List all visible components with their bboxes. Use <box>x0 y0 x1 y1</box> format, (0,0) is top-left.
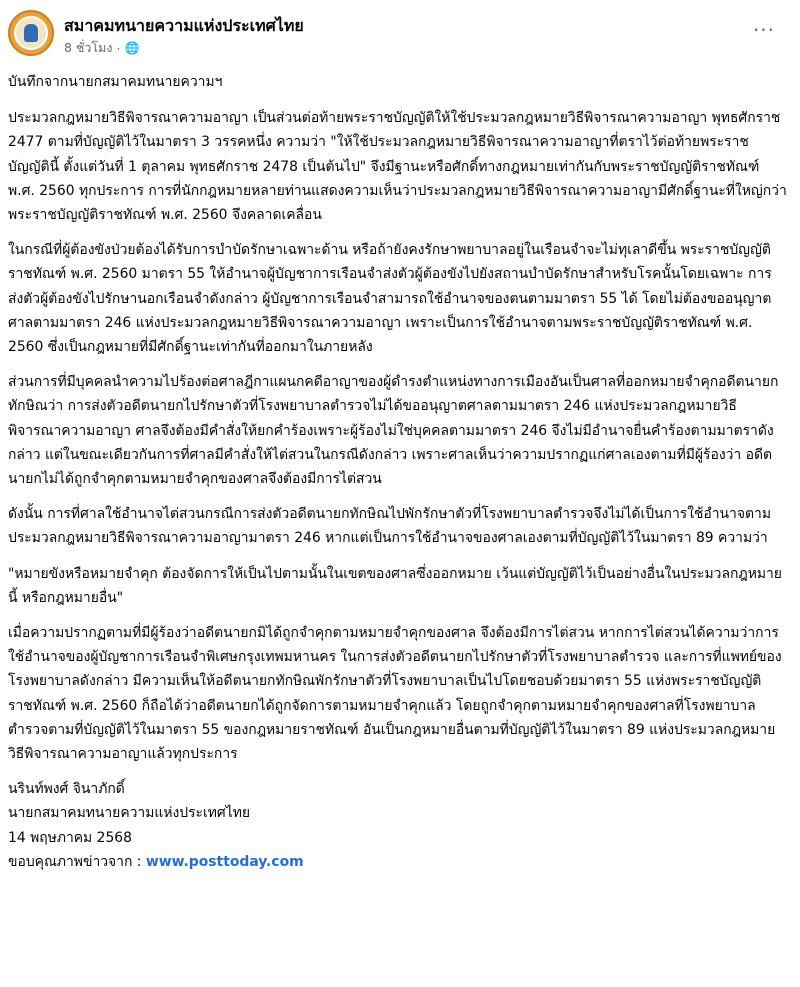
more-options-button[interactable]: ··· <box>752 18 776 42</box>
meta-separator: · <box>116 40 121 56</box>
post-quote: "หมายขังหรือหมายจำคุก ต้องจัดการให้เป็นไปตามนั้นในเขตของศาลซึ่งออกหมาย เว้นแต่บัญญัติไว้เป็นอย่างอื่นในประมวลกฎหมายนี้ หรือกฎหมายอื่น" <box>8 565 782 606</box>
post-meta <box>64 38 139 58</box>
post-timestamp[interactable]: 8 ชั่วโมง <box>64 40 113 55</box>
post-header <box>8 10 792 62</box>
image-credit <box>8 850 788 874</box>
post-title: บันทึกจากนายกสมาคมทนายความฯ <box>8 74 223 90</box>
logo-emblem-icon <box>14 16 48 50</box>
post-body <box>8 70 788 874</box>
credit-label: ขอบคุณภาพข่าวจาก : <box>8 853 142 870</box>
post-paragraph: ประมวลกฎหมายวิธีพิจารณาความอาญา เป็นส่วนต่อท้ายพระราชบัญญัติให้ใช้ประมวลกฎหมายวิธีพิจารณาความอาญา พุทธศักราช 2477 ตามที่บัญญัติไว้ในมาตรา 3 วรรคหนึ่ง ความว่า "ให้ใช้ประมวลกฎหมายวิธีพิจารณาความอาญาที่ตราไว้ต่อท้ายพระราชบัญญัตินี้ ตั้งแต่วันที่ 1 ตุลาคม พุทธศักราช 2478 เป็นต้นไป" จึงมีฐานะหรือศักดิ์ทางกฎหมายเท่ากันกับพระราชบัญญัติราชทัณฑ์ พ.ศ. 2560 ทุกประการ การที่นักกฎหมายหลายท่านแสดงความเห็นว่าประมวลกฎหมายวิธีพิจารณาความอาญามีศักดิ์ฐานะที่ใหญ่กว่าพระราชบัญญัติราชทัณฑ์ พ.ศ. 2560 จึงคลาดเคลื่อน <box>8 110 787 224</box>
signature-position: นายกสมาคมทนายความแห่งประเทศไทย <box>8 805 251 822</box>
signature-name: นรินท์พงศ์ จินาภักดิ์ <box>8 781 125 798</box>
globe-icon[interactable]: 🌐 <box>124 41 140 55</box>
signature-block <box>8 777 788 850</box>
post-paragraph: เมื่อความปรากฏตามที่มีผู้ร้องว่าอดีตนายกมิได้ถูกจำคุกตามหมายจำคุกของศาล จึงต้องมีการไต่สวน หากการไต่สวนได้ความว่าการใช้อำนาจของผู้บัญชาการเรือนจำพิเศษกรุงเทพมหานคร ในการส่งตัวอดีตนายกไปรักษาตัวที่โรงพยาบาลตำรวจ และการที่แพทย์ของโรงพยาบาลดังกล่าว มีความเห็นให้อดีตนายกทักษิณพักรักษาตัวที่โรงพยาบาลเป็นไปโดยชอบด้วยมาตรา 55 แห่งพระราชบัญญัติราชทัณฑ์ พ.ศ. 2560 ก็ถือได้ว่าอดีตนายกได้ถูกจัดการตามหมายจำคุกแล้ว โดยถูกจำคุกตามหมายจำคุกของศาลที่โรงพยาบาลตำรวจตามที่บัญญัติไว้ในมาตรา 55 ของกฎหมายราชทัณฑ์ อันเป็นกฎหมายอื่นตามที่บัญญัติไว้ในมาตรา 89 แห่งประมวลกฎหมายวิธีพิจารณาความอาญาแล้วทุกประการ <box>8 625 782 763</box>
page-name[interactable]: สมาคมทนายความแห่งประเทศไทย <box>64 16 304 35</box>
post-paragraph: ส่วนการที่มีบุคคลนำความไปร้องต่อศาลฎีกาแผนกคดีอาญาของผู้ดำรงตำแหน่งทางการเมืองอันเป็นศาลที่ออกหมายจำคุกอดีตนายกทักษิณว่า การส่งตัวอดีตนายกไปรักษาตัวที่โรงพยาบาลตำรวจไม่ได้ขออนุญาตศาลตามมาตรา 246 แห่งประมวลกฎหมายวิธีพิจารณาความอาญา ศาลจึงต้องมีคำสั่งให้ยกคำร้องเพราะผู้ร้องไม่ใช่บุคคลตามมาตรา 246 จึงไม่มีอำนาจยื่นคำร้องตามมาตราดังกล่าว แต่ในขณะเดียวกันการที่ศาลมีคำสั่งให้ไต่สวนในกรณีดังกล่าว เพราะศาลเห็นว่าความปรากฏแก่ศาลเองตามที่มีผู้ร้องว่า อดีตนายกไม่ได้ถูกจำคุกตามหมายจำคุกของศาลจึงต้องมีการไต่สวน <box>8 374 779 488</box>
credit-link[interactable]: www.posttoday.com <box>145 853 304 870</box>
page-avatar[interactable] <box>8 10 54 56</box>
signature-date: 14 พฤษภาคม 2568 <box>8 829 132 846</box>
post-paragraph: ดังนั้น การที่ศาลใช้อำนาจไต่สวนกรณีการส่งตัวอดีตนายกทักษิณไปพักรักษาตัวที่โรงพยาบาลตำรวจจึงไม่ได้เป็นการใช้อำนาจตามประมวลกฎหมายวิธีพิจารณาความอาญามาตรา 246 หากแต่เป็นการใช้อำนาจของศาลเองตามที่บัญญัติไว้ในมาตรา 89 ความว่า <box>8 506 771 547</box>
post-paragraph: ในกรณีที่ผู้ต้องขังป่วยต้องได้รับการบำบัดรักษาเฉพาะด้าน หรือถ้ายังคงรักษาพยาบาลอยู่ในเรือนจำจะไม่ทุเลาดีขึ้น พระราชบัญญัติราชทัณฑ์ พ.ศ. 2560 มาตรา 55 ให้อำนาจผู้บัญชาการเรือนจำส่งตัวผู้ต้องขังไปยังสถานบำบัดรักษาสำหรับโรคนั้นโดยเฉพาะ การส่งตัวผู้ต้องขังไปรักษานอกเรือนจำดังกล่าว ผู้บัญชาการเรือนจำสามารถใช้อำนาจของตนตามมาตรา 55 ได้ โดยไม่ต้องขออนุญาตศาลตามมาตรา 246 แห่งประมวลกฎหมายวิธีพิจารณาความอาญา เพราะเป็นการใช้อำนาจตามพระราชบัญญัติราชทัณฑ์ พ.ศ. 2560 ซึ่งเป็นกฎหมายที่มีศักดิ์ฐานะเท่ากันที่ออกมาในภายหลัง <box>8 242 772 356</box>
